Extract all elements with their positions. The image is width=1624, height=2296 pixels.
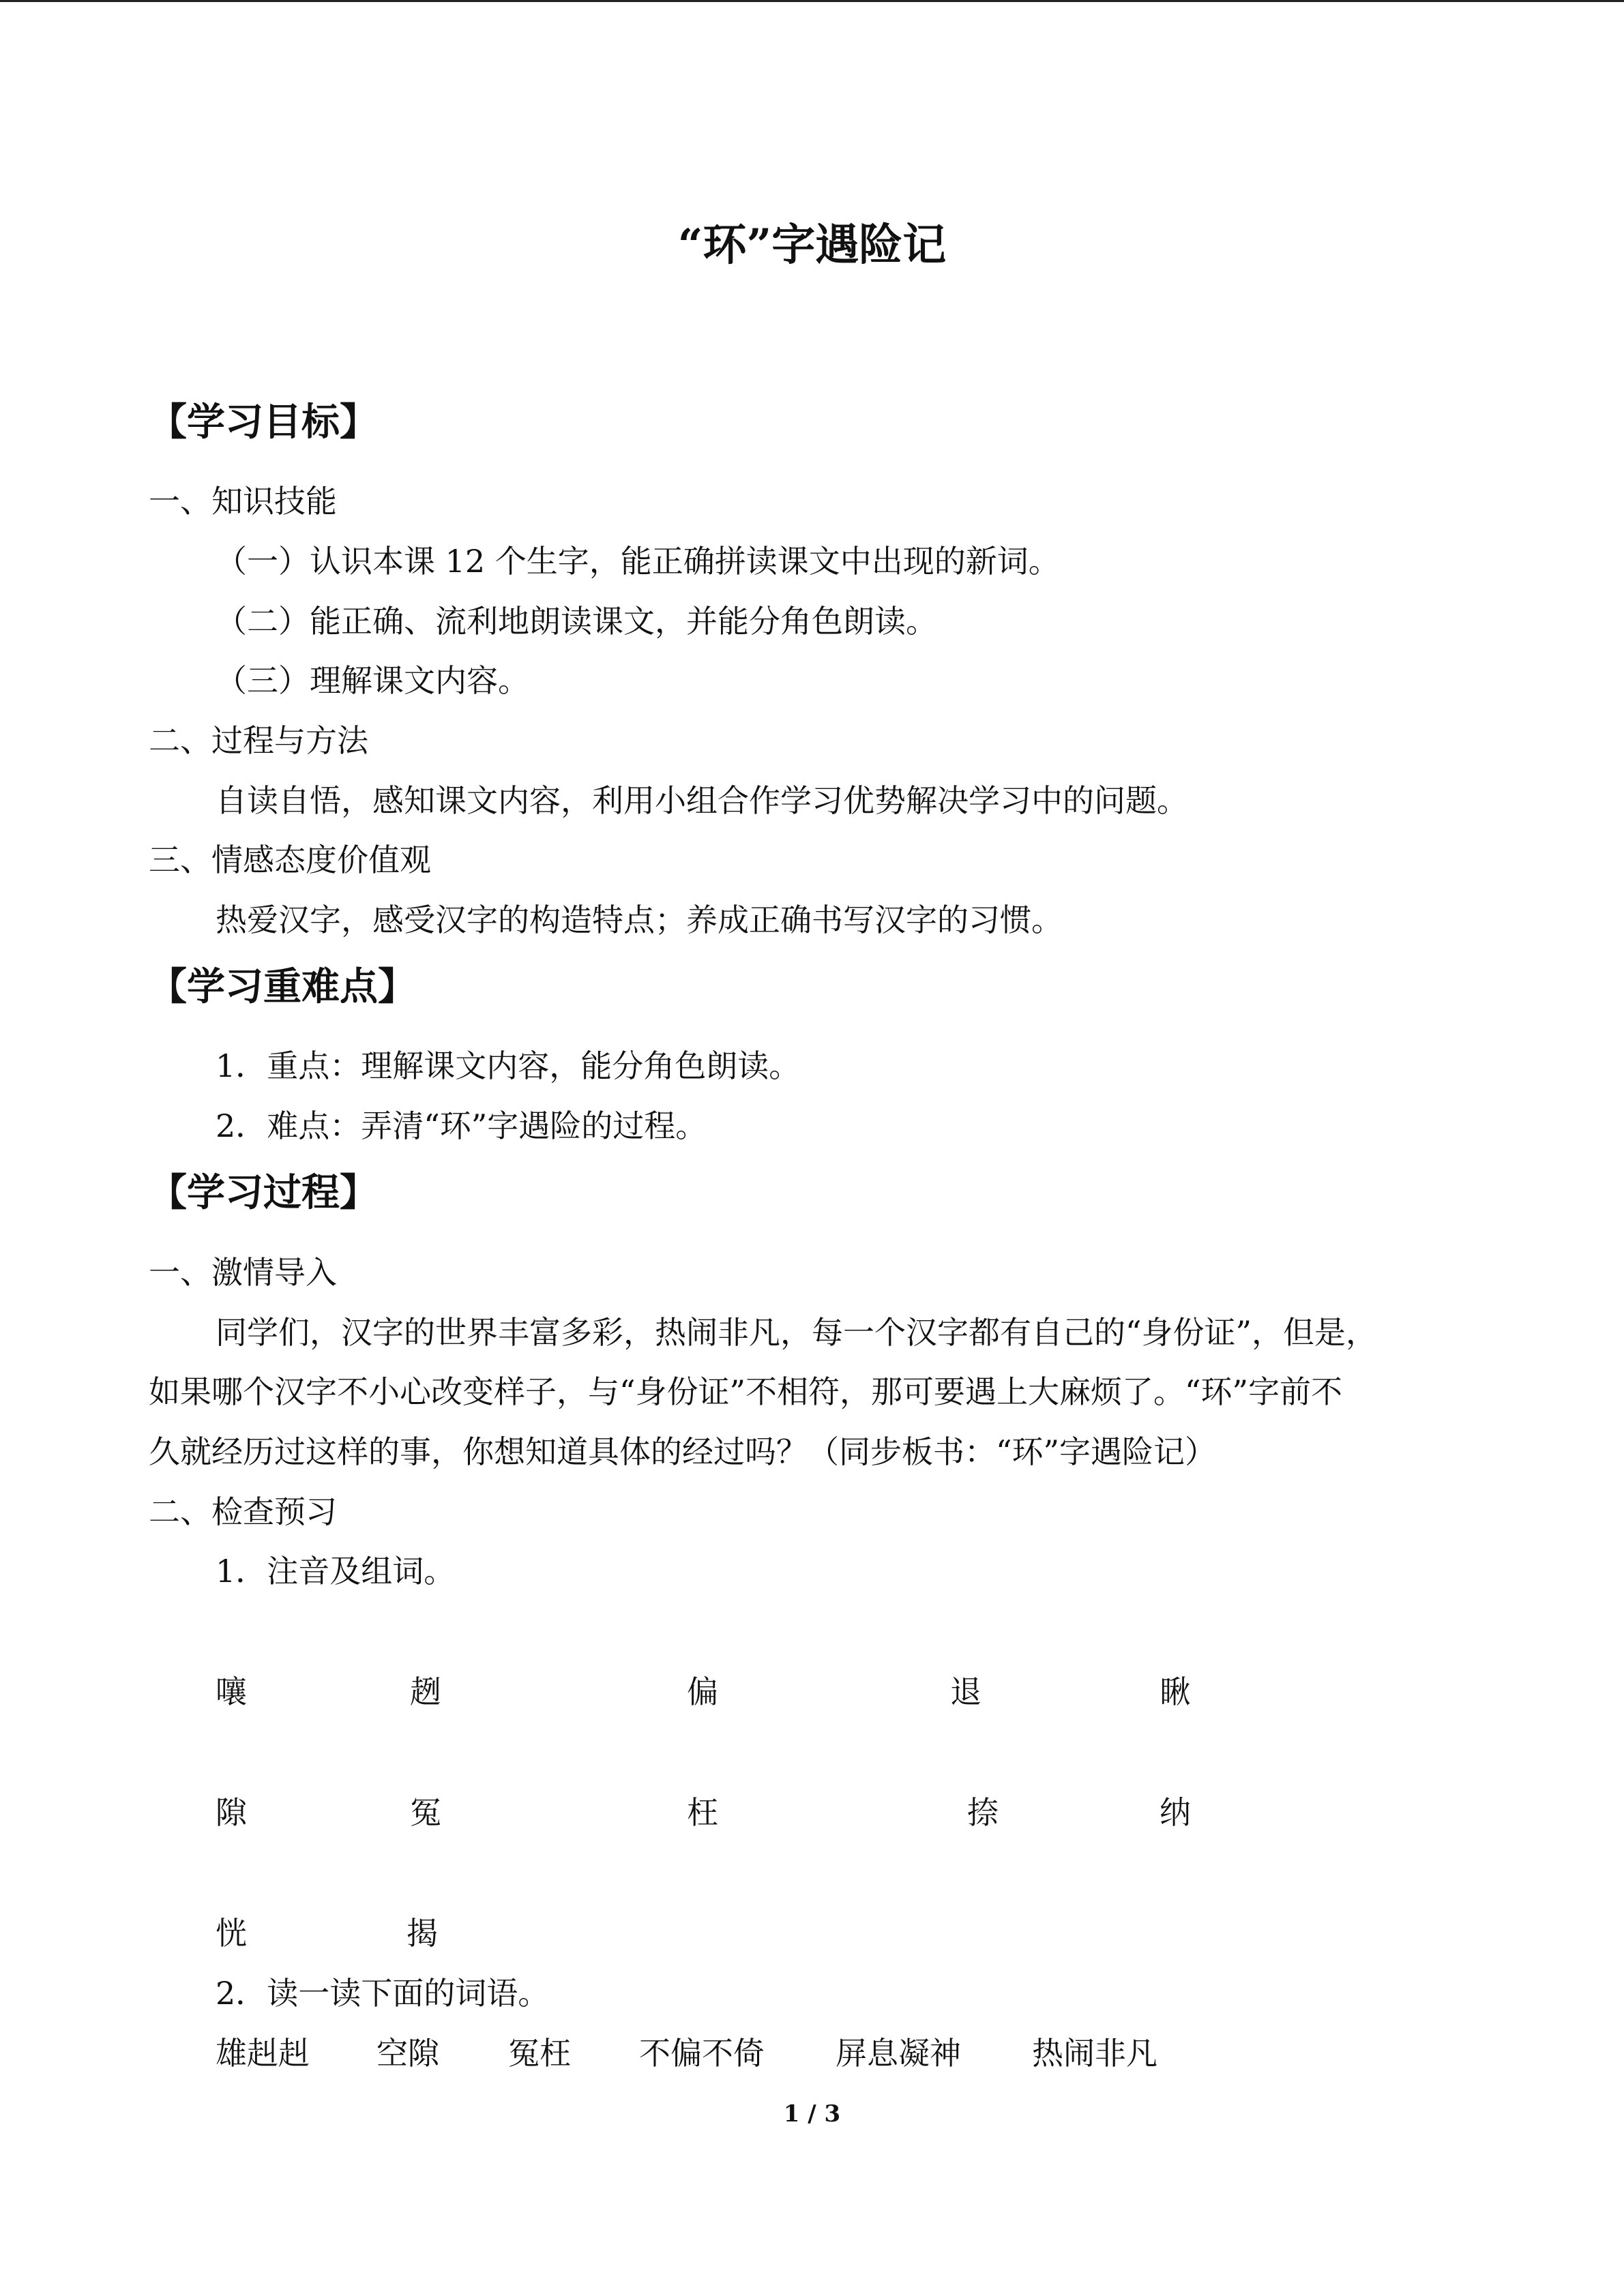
subheading-process: 二、过程与方法 — [149, 722, 368, 759]
document-title: “环”字遇险记 — [677, 220, 947, 271]
page-top-border — [0, 0, 1624, 2]
knowledge-item-3: （三）理解课文内容。 — [216, 662, 529, 699]
knowledge-item-2: （二）能正确、流利地朗读课文，并能分角色朗读。 — [216, 603, 937, 640]
char-item: 偏 — [687, 1673, 718, 1710]
process-text: 自读自悟，感知课文内容，利用小组合作学习优势解决学习中的问题。 — [216, 782, 1188, 819]
char-item: 瞅 — [1160, 1673, 1191, 1710]
char-item: 冤 — [410, 1794, 441, 1831]
char-item: 趔 — [410, 1673, 441, 1710]
intro-paragraph-line: 久就经历过这样的事，你想知道具体的经过吗？（同步板书：“环”字遇险记） — [149, 1433, 1217, 1470]
subheading-intro: 一、激情导入 — [149, 1254, 337, 1291]
section-heading-process: 【学习过程】 — [149, 1170, 378, 1215]
task-read-words: 2．读一读下面的词语。 — [216, 1975, 550, 2012]
char-item: 隙 — [216, 1794, 247, 1831]
char-item: 揭 — [407, 1915, 438, 1952]
char-item: 捺 — [967, 1794, 999, 1831]
intro-paragraph-line: 同学们，汉字的世界丰富多彩，热闹非凡，每一个汉字都有自己的“身份证”，但是， — [216, 1314, 1378, 1351]
task-pinyin: 1．注音及组词。 — [216, 1553, 456, 1590]
key-point-2: 2．难点：弄清“环”字遇险的过程。 — [216, 1107, 707, 1144]
emotion-text: 热爱汉字，感受汉字的构造特点；养成正确书写汉字的习惯。 — [216, 901, 1063, 938]
char-item: 嚷 — [216, 1673, 247, 1710]
word-item: 不偏不倚 — [639, 2035, 765, 2072]
word-item: 热闹非凡 — [1032, 2035, 1157, 2072]
subheading-preview: 二、检查预习 — [149, 1493, 337, 1530]
word-item: 冤枉 — [508, 2035, 571, 2072]
section-heading-key-points: 【学习重难点】 — [149, 964, 416, 1009]
subheading-emotion: 三、情感态度价值观 — [149, 841, 431, 878]
knowledge-item-1: （一）认识本课 12 个生字，能正确拼读课文中出现的新词。 — [216, 543, 1060, 580]
page-number: 1 / 3 — [783, 2100, 841, 2128]
word-item: 屏息凝神 — [836, 2035, 961, 2072]
word-item: 空隙 — [377, 2035, 439, 2072]
key-point-1: 1．重点：理解课文内容，能分角色朗读。 — [216, 1047, 801, 1084]
word-item: 雄赳赳 — [216, 2035, 310, 2072]
subheading-knowledge: 一、知识技能 — [149, 483, 337, 520]
section-heading-objectives: 【学习目标】 — [149, 400, 378, 445]
intro-paragraph-line: 如果哪个汉字不小心改变样子，与“身份证”不相符，那可要遇上大麻烦了。“环”字前不 — [149, 1373, 1343, 1410]
char-item: 恍 — [216, 1915, 247, 1952]
char-item: 枉 — [687, 1794, 718, 1831]
char-item: 纳 — [1160, 1794, 1191, 1831]
char-item: 退 — [950, 1673, 981, 1710]
